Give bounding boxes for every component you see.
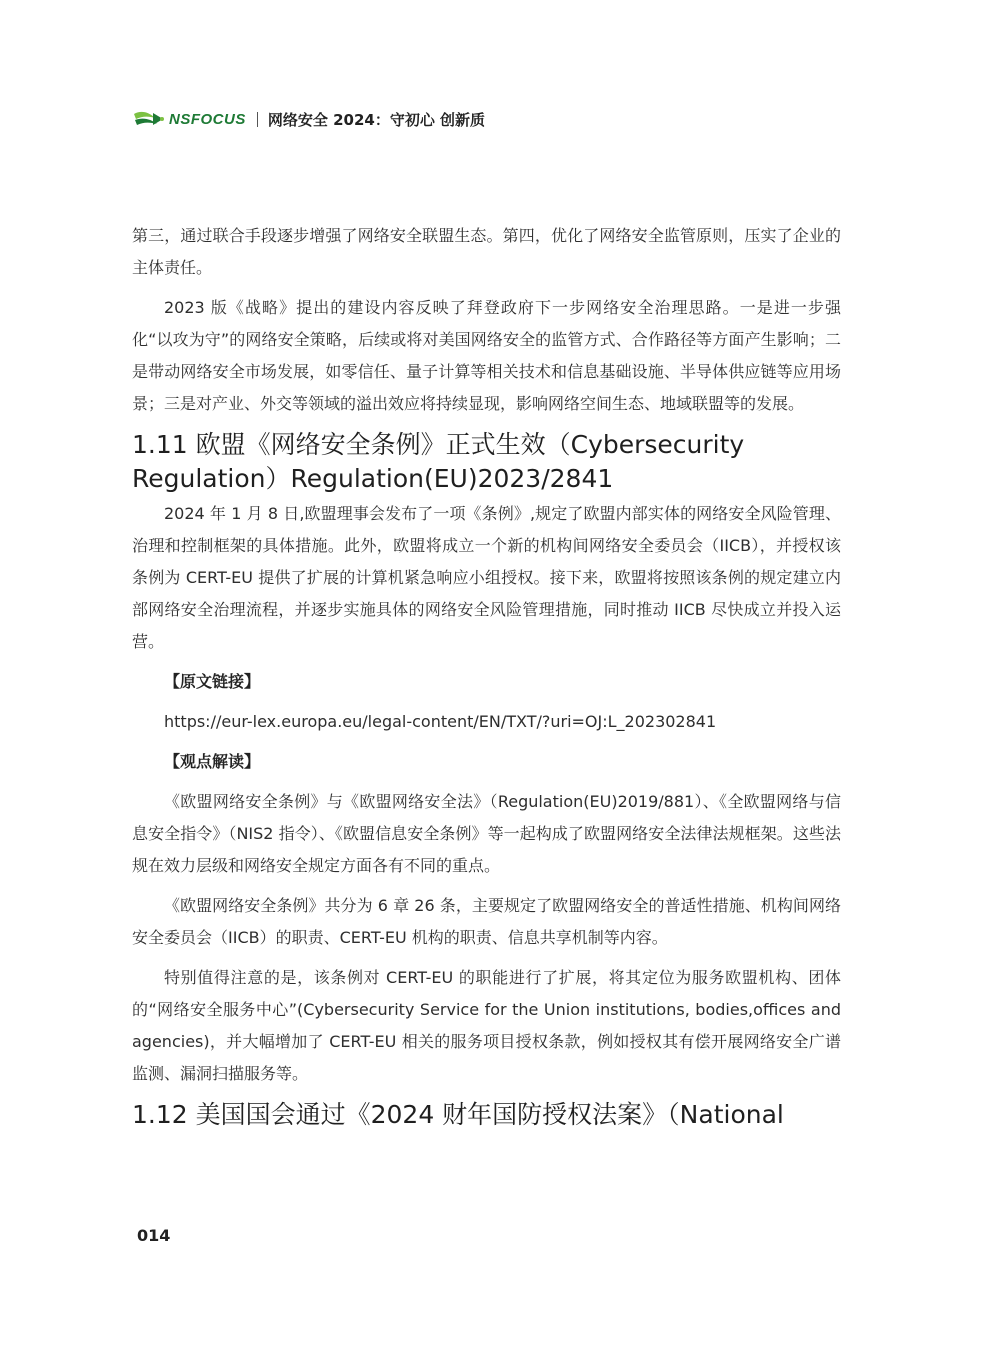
analysis-paragraph: 特别值得注意的是，该条例对 CERT-EU 的职能进行了扩展，将其定位为服务欧盟机构、团体的“网络安全服务中心”(Cybersecurity Service for the Union institutions, bodies,offices and agencies)，并大幅增加了 CERT-EU 相关的服务项目授权条款，例如授权其有偿开展网络安全广谱监测、漏洞扫描服务等。 (132, 968, 841, 1083)
analysis-paragraph: 《欧盟网络安全条例》与《欧盟网络安全法》（Regulation(EU)2019/881）、《全欧盟网络与信息安全指令》（NIS2 指令）、《欧盟信息安全条例》等一起构成了欧盟网络安全法律法规框架。这些法规在效力层级和网络安全规定方面各有不同的重点。 (132, 792, 841, 875)
page-header (133, 107, 485, 131)
analysis-label: 【观点解读】 (164, 752, 261, 771)
page-number: 014 (137, 1226, 171, 1245)
main-content (132, 220, 841, 1134)
source-link-label: 【原文链接】 (164, 672, 261, 691)
logo-text: NSFOCUS (169, 110, 246, 128)
header-divider (257, 112, 258, 127)
nsfocus-logo-icon (133, 108, 167, 130)
paragraph: 第三，通过联合手段逐步增强了网络安全联盟生态。第四，优化了网络安全监管原则，压实了企业的主体责任。 (132, 226, 841, 277)
source-url-link[interactable]: https://eur-lex.europa.eu/legal-content/EN/TXT/?uri=OJ:L_202302841 (164, 712, 717, 731)
nsfocus-logo (133, 108, 246, 130)
paragraph: 2023 版《战略》提出的建设内容反映了拜登政府下一步网络安全治理思路。一是进一步强化“以攻为守”的网络安全策略，后续或将对美国网络安全的监管方式、合作路径等方面产生影响；二是带动网络安全市场发展，如零信任、量子计算等相关技术和信息基础设施、半导体供应链等应用场景；三是对产业、外交等领域的溢出效应将持续显现，影响网络空间生态、地域联盟等的发展。 (132, 298, 841, 413)
section-heading-1-12: 1.12 美国国会通过《2024 财年国防授权法案》（National (132, 1100, 784, 1129)
paragraph-intro: 2024 年 1 月 8 日,欧盟理事会发布了一项《条例》,规定了欧盟内部实体的网络安全风险管理、治理和控制框架的具体措施。此外，欧盟将成立一个新的机构间网络安全委员会（IICB），并授权该条例为 CERT-EU 提供了扩展的计算机紧急响应小组授权。接下来，欧盟将按照该条例的规定建立内部网络安全治理流程，并逐步实施具体的网络安全风险管理措施，同时推动 IICB 尽快成立并投入运营。 (132, 504, 841, 651)
section-heading-1-11: 1.11 欧盟《网络安全条例》正式生效（Cybersecurity Regulation）Regulation(EU)2023/2841 (132, 430, 745, 493)
header-title: 网络安全 2024：守初心 创新质 (267, 110, 486, 129)
analysis-paragraph: 《欧盟网络安全条例》共分为 6 章 26 条，主要规定了欧盟网络安全的普适性措施、机构间网络安全委员会（IICB）的职责、CERT-EU 机构的职责、信息共享机制等内容。 (132, 896, 841, 947)
